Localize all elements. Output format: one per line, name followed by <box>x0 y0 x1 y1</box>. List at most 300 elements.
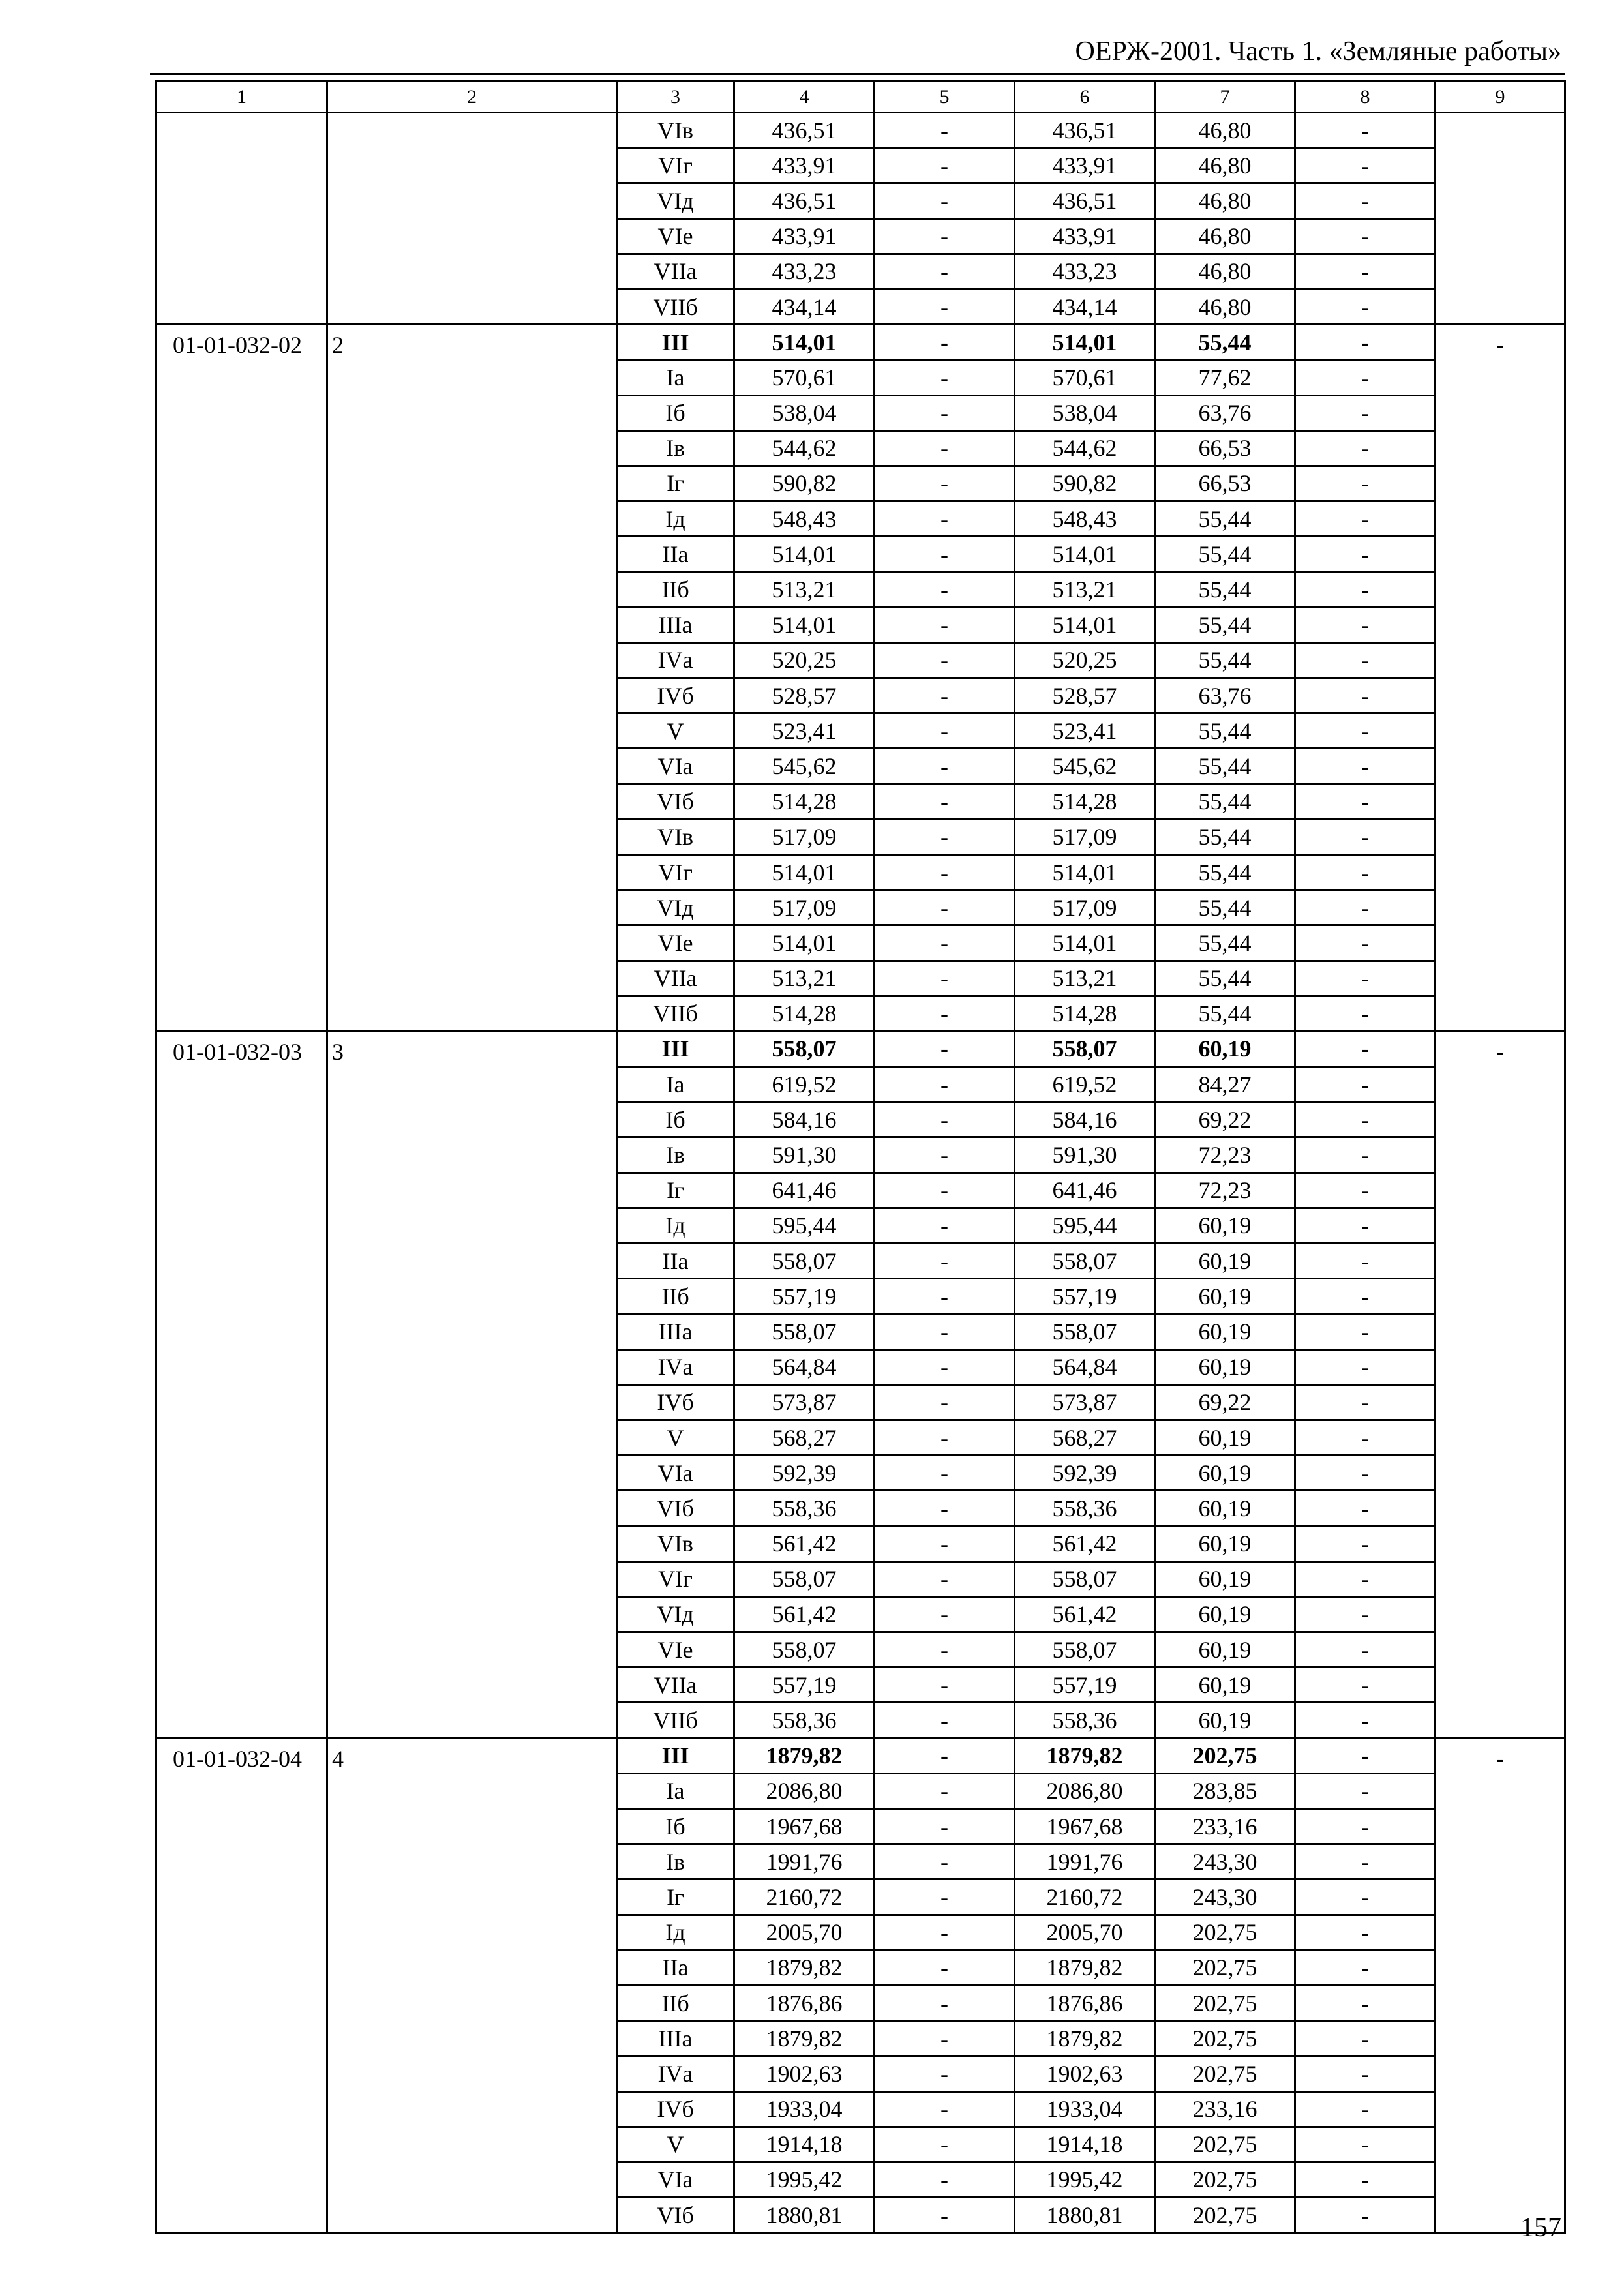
value-cell: 433,91 <box>734 148 875 183</box>
value-cell: - <box>875 1102 1015 1137</box>
value-cell: Iб <box>617 1102 734 1137</box>
value-cell: VIд <box>617 890 734 925</box>
value-cell: IVб <box>617 2091 734 2127</box>
value-cell: 46,80 <box>1155 148 1295 183</box>
value-cell: 1879,82 <box>734 1738 875 1773</box>
row-number-cell-empty <box>327 113 617 325</box>
value-cell: - <box>875 1738 1015 1773</box>
value-cell: 514,01 <box>1015 325 1155 360</box>
table-row <box>157 325 1565 360</box>
value-cell: 55,44 <box>1155 819 1295 854</box>
value-cell: 514,01 <box>1015 854 1155 890</box>
table-row <box>157 113 1565 148</box>
value-cell: 60,19 <box>1155 1526 1295 1561</box>
value-cell: 202,75 <box>1155 2127 1295 2162</box>
value-cell: III <box>617 1738 734 1773</box>
value-cell: 592,39 <box>1015 1456 1155 1491</box>
value-cell: - <box>1295 1985 1436 2020</box>
value-cell: 1879,82 <box>1015 2021 1155 2056</box>
value-cell: - <box>875 325 1015 360</box>
value-cell: 517,09 <box>1015 890 1155 925</box>
value-cell: IIа <box>617 1950 734 1985</box>
value-cell: 60,19 <box>1155 1279 1295 1314</box>
value-cell: 568,27 <box>734 1420 875 1455</box>
value-cell: 1879,82 <box>1015 1738 1155 1773</box>
value-cell: 595,44 <box>1015 1208 1155 1243</box>
value-cell: - <box>875 1985 1015 2020</box>
value-cell: 60,19 <box>1155 1208 1295 1243</box>
value-cell: VIIб <box>617 289 734 324</box>
column-number-cell: 7 <box>1155 82 1295 113</box>
value-cell: 1995,42 <box>734 2162 875 2197</box>
value-cell: Iа <box>617 1773 734 1808</box>
row-code-cell-empty <box>157 113 327 325</box>
value-cell: - <box>875 1668 1015 1703</box>
value-cell: 520,25 <box>1015 642 1155 678</box>
value-cell: 514,01 <box>1015 607 1155 642</box>
value-cell: - <box>875 1137 1015 1173</box>
value-cell: Iа <box>617 360 734 395</box>
value-cell: VIа <box>617 1456 734 1491</box>
value-cell: - <box>875 254 1015 289</box>
value-cell: - <box>1295 1067 1436 1102</box>
value-cell: - <box>1295 183 1436 218</box>
value-cell: - <box>1295 2198 1436 2233</box>
value-cell: 55,44 <box>1155 784 1295 819</box>
value-cell: - <box>875 2021 1015 2056</box>
value-cell: - <box>875 2056 1015 2091</box>
value-cell: 558,07 <box>1015 1314 1155 1349</box>
value-cell: 66,53 <box>1155 466 1295 501</box>
value-cell: - <box>1295 1703 1436 1738</box>
value-cell: 641,46 <box>734 1173 875 1208</box>
value-cell: - <box>875 183 1015 218</box>
value-cell: - <box>875 1703 1015 1738</box>
value-cell: IIIа <box>617 2021 734 2056</box>
value-cell: IIб <box>617 572 734 607</box>
value-cell: 1933,04 <box>1015 2091 1155 2127</box>
value-cell: Iв <box>617 1844 734 1879</box>
value-cell: V <box>617 2127 734 2162</box>
value-cell: - <box>1295 1102 1436 1137</box>
value-cell: 1876,86 <box>734 1985 875 2020</box>
value-cell: - <box>1295 925 1436 961</box>
value-cell: 514,28 <box>734 996 875 1031</box>
value-cell: III <box>617 1031 734 1066</box>
value-cell: 558,07 <box>1015 1244 1155 1279</box>
value-cell: VIб <box>617 2198 734 2233</box>
value-cell: - <box>875 537 1015 572</box>
value-cell: 434,14 <box>734 289 875 324</box>
value-cell: - <box>1295 890 1436 925</box>
value-cell: 514,01 <box>1015 925 1155 961</box>
value-cell: 514,01 <box>734 325 875 360</box>
value-cell: 433,91 <box>1015 148 1155 183</box>
value-cell: - <box>1295 1915 1436 1950</box>
value-cell: 60,19 <box>1155 1314 1295 1349</box>
value-cell: 202,75 <box>1155 1985 1295 2020</box>
value-cell: IVа <box>617 2056 734 2091</box>
value-cell: - <box>875 1279 1015 1314</box>
value-cell: 513,21 <box>1015 572 1155 607</box>
value-cell: - <box>875 925 1015 961</box>
value-cell: 528,57 <box>1015 678 1155 713</box>
value-cell: - <box>875 1561 1015 1596</box>
value-cell: 564,84 <box>734 1349 875 1384</box>
value-cell: 233,16 <box>1155 1809 1295 1844</box>
value-cell: 528,57 <box>734 678 875 713</box>
value-cell: VIд <box>617 1596 734 1632</box>
value-cell: 202,75 <box>1155 2021 1295 2056</box>
value-cell: 202,75 <box>1155 2198 1295 2233</box>
page-header: ОЕРЖ-2001. Часть 1. «Земляные работы» <box>1075 37 1561 67</box>
value-cell: 557,19 <box>734 1668 875 1703</box>
value-cell: IIб <box>617 1985 734 2020</box>
value-cell: - <box>1295 254 1436 289</box>
column-number-cell: 8 <box>1295 82 1436 113</box>
value-cell: - <box>1295 1596 1436 1632</box>
value-cell: - <box>1295 501 1436 537</box>
value-cell: 558,07 <box>1015 1632 1155 1668</box>
value-cell: 1995,42 <box>1015 2162 1155 2197</box>
value-cell: 1876,86 <box>1015 1985 1155 2020</box>
value-cell: - <box>1295 2162 1436 2197</box>
value-cell: 433,91 <box>734 218 875 254</box>
value-cell: VIб <box>617 1491 734 1526</box>
value-cell: 55,44 <box>1155 572 1295 607</box>
value-cell: 557,19 <box>1015 1668 1155 1703</box>
value-cell: VIд <box>617 183 734 218</box>
value-cell: - <box>1295 819 1436 854</box>
value-cell: 55,44 <box>1155 642 1295 678</box>
value-cell: 55,44 <box>1155 537 1295 572</box>
value-cell: 561,42 <box>734 1596 875 1632</box>
value-cell: 557,19 <box>734 1279 875 1314</box>
value-cell: IVб <box>617 1384 734 1420</box>
value-cell: Iа <box>617 1067 734 1102</box>
value-cell: - <box>875 289 1015 324</box>
value-cell: - <box>1295 2056 1436 2091</box>
value-cell: Iб <box>617 395 734 430</box>
value-cell: VIв <box>617 1526 734 1561</box>
value-cell: - <box>1295 642 1436 678</box>
value-cell: 592,39 <box>734 1456 875 1491</box>
value-cell: 60,19 <box>1155 1031 1295 1066</box>
value-cell: 202,75 <box>1155 1738 1295 1773</box>
value-cell: - <box>875 360 1015 395</box>
value-cell: 2086,80 <box>734 1773 875 1808</box>
value-cell: - <box>875 819 1015 854</box>
value-cell: VIIб <box>617 1703 734 1738</box>
value-cell: - <box>875 113 1015 148</box>
value-cell: - <box>875 1420 1015 1455</box>
value-cell: 55,44 <box>1155 925 1295 961</box>
value-cell: VIе <box>617 925 734 961</box>
value-cell: - <box>1295 1668 1436 1703</box>
value-cell: IIа <box>617 537 734 572</box>
value-cell: - <box>875 1456 1015 1491</box>
value-cell: IIIа <box>617 607 734 642</box>
value-cell: 233,16 <box>1155 2091 1295 2127</box>
value-cell: 558,07 <box>1015 1031 1155 1066</box>
value-cell: VIг <box>617 1561 734 1596</box>
value-cell: Iв <box>617 1137 734 1173</box>
value-cell: - <box>875 572 1015 607</box>
value-cell: - <box>1295 1632 1436 1668</box>
value-cell: - <box>875 501 1015 537</box>
value-cell: IIIа <box>617 1314 734 1349</box>
value-cell: 1880,81 <box>1015 2198 1155 2233</box>
value-cell: - <box>1295 395 1436 430</box>
col9-cell: - <box>1436 1738 1565 2233</box>
value-cell: - <box>875 1809 1015 1844</box>
column-number-cell: 5 <box>875 82 1015 113</box>
value-cell: 60,19 <box>1155 1491 1295 1526</box>
value-cell: 55,44 <box>1155 961 1295 996</box>
value-cell: IVа <box>617 642 734 678</box>
value-cell: 434,14 <box>1015 289 1155 324</box>
value-cell: Iг <box>617 466 734 501</box>
value-cell: 619,52 <box>1015 1067 1155 1102</box>
row-code-cell: 01-01-032-04 <box>157 1738 327 2233</box>
price-table <box>155 80 1566 2234</box>
value-cell: 66,53 <box>1155 430 1295 466</box>
value-cell: 514,28 <box>1015 996 1155 1031</box>
value-cell: 63,76 <box>1155 395 1295 430</box>
value-cell: - <box>1295 2091 1436 2127</box>
value-cell: 60,19 <box>1155 1349 1295 1384</box>
value-cell: VIа <box>617 749 734 784</box>
value-cell: 433,91 <box>1015 218 1155 254</box>
value-cell: 84,27 <box>1155 1067 1295 1102</box>
value-cell: - <box>875 607 1015 642</box>
value-cell: - <box>1295 749 1436 784</box>
value-cell: 55,44 <box>1155 501 1295 537</box>
value-cell: - <box>1295 1314 1436 1349</box>
value-cell: 570,61 <box>734 360 875 395</box>
row-number-cell: 4 <box>327 1738 617 2233</box>
value-cell: 513,21 <box>734 572 875 607</box>
value-cell: 436,51 <box>1015 183 1155 218</box>
value-cell: 2086,80 <box>1015 1773 1155 1808</box>
value-cell: - <box>1295 784 1436 819</box>
value-cell: 55,44 <box>1155 749 1295 784</box>
value-cell: 72,23 <box>1155 1137 1295 1173</box>
value-cell: VIв <box>617 819 734 854</box>
value-cell: - <box>1295 1279 1436 1314</box>
value-cell: 545,62 <box>1015 749 1155 784</box>
value-cell: - <box>1295 537 1436 572</box>
value-cell: 514,01 <box>1015 537 1155 572</box>
value-cell: 573,87 <box>1015 1384 1155 1420</box>
value-cell: 590,82 <box>734 466 875 501</box>
value-cell: - <box>875 890 1015 925</box>
value-cell: Iб <box>617 1809 734 1844</box>
value-cell: 69,22 <box>1155 1384 1295 1420</box>
value-cell: Iд <box>617 1915 734 1950</box>
value-cell: 558,07 <box>734 1632 875 1668</box>
value-cell: - <box>1295 430 1436 466</box>
value-cell: - <box>1295 996 1436 1031</box>
value-cell: - <box>1295 1844 1436 1879</box>
value-cell: 69,22 <box>1155 1102 1295 1137</box>
value-cell: 641,46 <box>1015 1173 1155 1208</box>
value-cell: 548,43 <box>734 501 875 537</box>
value-cell: 243,30 <box>1155 1844 1295 1879</box>
value-cell: 564,84 <box>1015 1349 1155 1384</box>
value-cell: Iв <box>617 430 734 466</box>
value-cell: 514,01 <box>734 537 875 572</box>
value-cell: - <box>1295 1526 1436 1561</box>
value-cell: V <box>617 713 734 749</box>
value-cell: VIе <box>617 218 734 254</box>
column-number-cell: 6 <box>1015 82 1155 113</box>
value-cell: IIа <box>617 1244 734 1279</box>
value-cell: 1879,82 <box>1015 1950 1155 1985</box>
value-cell: VIа <box>617 2162 734 2197</box>
value-cell: 60,19 <box>1155 1244 1295 1279</box>
header-rule <box>150 73 1565 75</box>
value-cell: - <box>875 1844 1015 1879</box>
value-cell: - <box>875 2127 1015 2162</box>
value-cell: 619,52 <box>734 1067 875 1102</box>
value-cell: 517,09 <box>734 890 875 925</box>
value-cell: - <box>1295 113 1436 148</box>
value-cell: VIб <box>617 784 734 819</box>
column-number-cell: 3 <box>617 82 734 113</box>
value-cell: VIг <box>617 854 734 890</box>
value-cell: Iг <box>617 1173 734 1208</box>
value-cell: 2160,72 <box>1015 1879 1155 1915</box>
value-cell: - <box>875 1596 1015 1632</box>
value-cell: 55,44 <box>1155 607 1295 642</box>
value-cell: 514,01 <box>734 925 875 961</box>
value-cell: - <box>1295 1950 1436 1985</box>
value-cell: - <box>1295 1809 1436 1844</box>
value-cell: - <box>1295 2127 1436 2162</box>
value-cell: Iд <box>617 1208 734 1243</box>
value-cell: - <box>1295 1773 1436 1808</box>
value-cell: 523,41 <box>1015 713 1155 749</box>
value-cell: - <box>875 1067 1015 1102</box>
col9-cell <box>1436 113 1565 325</box>
value-cell: 46,80 <box>1155 254 1295 289</box>
value-cell: - <box>1295 1349 1436 1384</box>
value-cell: 561,42 <box>1015 1596 1155 1632</box>
value-cell: 433,23 <box>734 254 875 289</box>
value-cell: 46,80 <box>1155 183 1295 218</box>
row-number-cell: 3 <box>327 1031 617 1738</box>
value-cell: Iг <box>617 1879 734 1915</box>
page-number: 157 <box>1520 2213 1561 2243</box>
value-cell: - <box>1295 218 1436 254</box>
value-cell: 2160,72 <box>734 1879 875 1915</box>
value-cell: 60,19 <box>1155 1596 1295 1632</box>
column-number-cell: 4 <box>734 82 875 113</box>
value-cell: 558,07 <box>734 1031 875 1066</box>
value-cell: - <box>875 2162 1015 2197</box>
value-cell: 60,19 <box>1155 1420 1295 1455</box>
value-cell: - <box>1295 1137 1436 1173</box>
value-cell: 561,42 <box>1015 1526 1155 1561</box>
value-cell: 55,44 <box>1155 854 1295 890</box>
value-cell: 2005,70 <box>1015 1915 1155 1950</box>
value-cell: 1879,82 <box>734 1950 875 1985</box>
col9-cell: - <box>1436 1031 1565 1738</box>
value-cell: 1902,63 <box>1015 2056 1155 2091</box>
value-cell: - <box>875 218 1015 254</box>
value-cell: 60,19 <box>1155 1456 1295 1491</box>
table-row <box>157 1738 1565 1773</box>
value-cell: 1991,76 <box>1015 1844 1155 1879</box>
value-cell: 1933,04 <box>734 2091 875 2127</box>
value-cell: 1991,76 <box>734 1844 875 1879</box>
value-cell: 517,09 <box>1015 819 1155 854</box>
value-cell: 561,42 <box>734 1526 875 1561</box>
value-cell: 514,01 <box>734 607 875 642</box>
value-cell: 558,36 <box>734 1703 875 1738</box>
value-cell: - <box>1295 148 1436 183</box>
value-cell: 202,75 <box>1155 2162 1295 2197</box>
value-cell: - <box>875 784 1015 819</box>
row-code-cell: 01-01-032-03 <box>157 1031 327 1738</box>
value-cell: 46,80 <box>1155 289 1295 324</box>
value-cell: VIIа <box>617 961 734 996</box>
value-cell: - <box>875 1879 1015 1915</box>
value-cell: 63,76 <box>1155 678 1295 713</box>
value-cell: 1902,63 <box>734 2056 875 2091</box>
value-cell: VIIа <box>617 254 734 289</box>
value-cell: - <box>875 1950 1015 1985</box>
value-cell: - <box>1295 1384 1436 1420</box>
value-cell: - <box>875 2091 1015 2127</box>
value-cell: - <box>875 148 1015 183</box>
value-cell: 436,51 <box>734 183 875 218</box>
value-cell: 77,62 <box>1155 360 1295 395</box>
value-cell: - <box>1295 572 1436 607</box>
value-cell: 1880,81 <box>734 2198 875 2233</box>
value-cell: - <box>875 996 1015 1031</box>
value-cell: 436,51 <box>1015 113 1155 148</box>
value-cell: 595,44 <box>734 1208 875 1243</box>
value-cell: - <box>875 1384 1015 1420</box>
value-cell: VIIа <box>617 1668 734 1703</box>
value-cell: 55,44 <box>1155 325 1295 360</box>
value-cell: 558,36 <box>1015 1703 1155 1738</box>
column-number-row <box>157 82 1565 113</box>
value-cell: 514,01 <box>734 854 875 890</box>
value-cell: 558,07 <box>734 1314 875 1349</box>
value-cell: 584,16 <box>1015 1102 1155 1137</box>
value-cell: 514,28 <box>734 784 875 819</box>
value-cell: 55,44 <box>1155 713 1295 749</box>
value-cell: - <box>1295 961 1436 996</box>
value-cell: 433,23 <box>1015 254 1155 289</box>
value-cell: - <box>1295 1420 1436 1455</box>
value-cell: - <box>1295 1491 1436 1526</box>
value-cell: III <box>617 325 734 360</box>
value-cell: - <box>875 1173 1015 1208</box>
value-cell: - <box>875 1491 1015 1526</box>
row-code-cell: 01-01-032-02 <box>157 325 327 1032</box>
value-cell: - <box>875 1915 1015 1950</box>
value-cell: 1914,18 <box>1015 2127 1155 2162</box>
value-cell: 538,04 <box>734 395 875 430</box>
value-cell: - <box>1295 1561 1436 1596</box>
value-cell: V <box>617 1420 734 1455</box>
value-cell: - <box>875 1208 1015 1243</box>
value-cell: 517,09 <box>734 819 875 854</box>
